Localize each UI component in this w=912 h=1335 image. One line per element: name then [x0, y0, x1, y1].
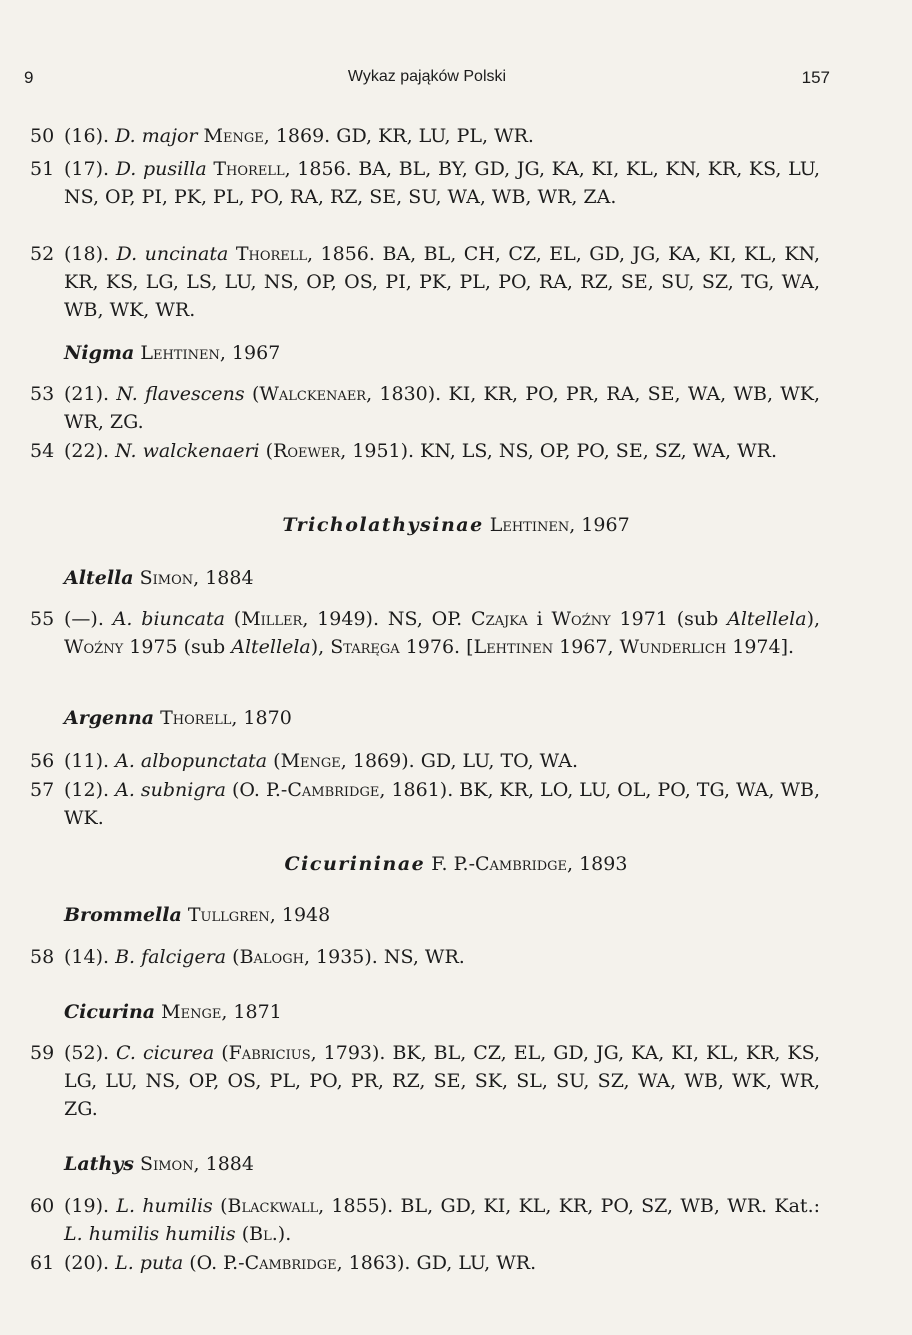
entry-ref: (19).	[64, 1195, 110, 1217]
literature-author: Woźny	[551, 608, 611, 630]
author-paren: (	[273, 750, 281, 772]
species-name: B. falcigera	[115, 946, 227, 968]
species-year: , 1830).	[366, 383, 442, 405]
entry-number: 58	[30, 946, 55, 968]
literature-close: ),	[806, 608, 821, 630]
species-name: A. biuncata	[112, 608, 225, 630]
species-entry-58	[30, 943, 820, 971]
genus-author: Menge	[161, 1001, 222, 1023]
species-author: Menge	[280, 750, 341, 772]
entry-number: 60	[30, 1195, 55, 1217]
species-regions: BK, KR, LO, LU, OL, PO, TG, WA, WB, WK.	[64, 779, 820, 829]
catalog-author: Bl.	[249, 1223, 278, 1245]
species-regions: BL, GD, KI, KL, KR, PO, SZ, WB, WR.	[400, 1195, 768, 1217]
species-regions: NS, OP.	[387, 608, 463, 630]
entry-ref: (21).	[64, 383, 110, 405]
entry-ref: (52).	[64, 1042, 110, 1064]
species-entry-61	[30, 1249, 820, 1277]
genus-year: , 1884	[193, 1153, 254, 1175]
genus-year: , 1870	[231, 707, 292, 729]
species-author: Fabricius	[228, 1042, 311, 1064]
literature-author: Woźny	[64, 636, 124, 658]
left-page-number: 9	[24, 68, 34, 87]
bracket-open: [	[466, 636, 474, 658]
species-entry-50	[30, 122, 820, 150]
entry-number: 55	[30, 608, 55, 630]
literature-genus: Altellela	[727, 608, 807, 630]
entry-number: 57	[30, 779, 55, 801]
genus-heading-altella	[64, 564, 254, 592]
genus-author: Lehtinen	[140, 342, 220, 364]
entry-number: 59	[30, 1042, 55, 1064]
genus-heading-nigma	[64, 339, 280, 367]
species-entry-59	[30, 1039, 820, 1123]
species-author: Cambridge	[287, 779, 380, 801]
subfamily-heading-cicurininae	[0, 850, 912, 878]
genus-name: Nigma	[64, 342, 135, 364]
genus-name: Altella	[64, 567, 134, 589]
species-regions: KI, KR, PO, PR, RA, SE, WA, WB, WK, WR, ZG.	[64, 383, 821, 433]
species-year: , 1869).	[340, 750, 415, 772]
author-paren: (O. P.-	[189, 1252, 245, 1274]
species-year: , 1855).	[318, 1195, 394, 1217]
species-regions: BA, BL, CH, CZ, EL, GD, JG, KA, KI, KL, KN, KR, KS, LG, LS, LU, NS, OP, OS, PI, PK, PL, PO, RA, RZ, SE, SU, SZ, TG, WA, WB, WK, WR.	[64, 243, 820, 321]
species-name: D. major	[115, 125, 198, 147]
species-year: , 1856.	[307, 243, 375, 265]
entry-ref: (22).	[64, 440, 110, 462]
genus-name: Cicurina	[64, 1001, 156, 1023]
genus-year: , 1884	[193, 567, 254, 589]
catalog-species: L. humilis humilis	[64, 1223, 236, 1245]
genus-year: , 1967	[219, 342, 281, 364]
species-author: Thorell	[235, 243, 308, 265]
entry-ref: (16).	[64, 125, 110, 147]
entry-ref: (18).	[64, 243, 110, 265]
subfamily-heading-tricholathysinae	[0, 511, 912, 539]
literature-author: Staręga	[330, 636, 400, 658]
literature-year: 1974].	[732, 636, 795, 658]
species-author: Blackwall	[227, 1195, 319, 1217]
species-regions: BK, BL, CZ, EL, GD, JG, KA, KI, KL, KR, KS, LG, LU, NS, OP, OS, PL, PO, PR, RZ, SE, SK, SL, SU, SZ, WA, WB, WK, WR, ZG.	[64, 1042, 820, 1120]
literature-year: 1975 (sub	[129, 636, 226, 658]
genus-author: Simon	[140, 1153, 194, 1175]
entry-ref: (20).	[64, 1252, 110, 1274]
author-paren: (	[221, 1042, 229, 1064]
catalog-label: Kat.:	[774, 1195, 821, 1217]
subfamily-name: Tricholathysinae	[282, 514, 484, 536]
genus-heading-cicurina	[64, 998, 282, 1026]
species-year: , 1949).	[302, 608, 379, 630]
species-entry-56	[30, 747, 820, 775]
genus-heading-argenna	[64, 704, 292, 732]
genus-author: Tullgren	[187, 904, 270, 926]
entry-ref: (12).	[64, 779, 110, 801]
species-year: , 1861).	[379, 779, 454, 801]
species-year: , 1793).	[310, 1042, 386, 1064]
author-paren: (	[233, 608, 242, 630]
subfamily-name: Cicurininae	[284, 853, 426, 875]
subfamily-author-prefix: F. P.-	[431, 853, 475, 875]
literature-conj: i	[536, 608, 543, 630]
right-page-number: 157	[801, 68, 830, 87]
author-paren: (	[241, 1223, 250, 1245]
literature-author: Wunderlich	[619, 636, 727, 658]
species-author: Roewer	[273, 440, 341, 462]
species-year: , 1863).	[336, 1252, 411, 1274]
genus-author: Simon	[139, 567, 194, 589]
species-year: , 1869.	[263, 125, 331, 147]
running-title: Wykaz pająków Polski	[347, 68, 507, 85]
species-entry-53	[30, 380, 820, 436]
author-paren: (O. P.-	[231, 779, 288, 801]
page-header	[24, 68, 830, 98]
author-paren: (	[265, 440, 274, 462]
species-name: A. subnigra	[115, 779, 226, 801]
species-author: Menge	[203, 125, 264, 147]
literature-genus: Altellela	[231, 636, 311, 658]
species-year: , 1856.	[284, 158, 352, 180]
species-author: Cambridge	[244, 1252, 337, 1274]
genus-name: Brommella	[64, 904, 182, 926]
author-paren: (	[251, 383, 260, 405]
subfamily-author: Cambridge	[475, 853, 568, 875]
literature-author: Czajka	[471, 608, 528, 630]
species-regions: KN, LS, NS, OP, PO, SE, SZ, WA, WR.	[420, 440, 777, 462]
species-entry-54	[30, 437, 820, 465]
genus-year: , 1948	[269, 904, 331, 926]
species-regions: GD, LU, TO, WA.	[420, 750, 579, 772]
literature-year: 1967,	[559, 636, 614, 658]
species-regions: GD, KR, LU, PL, WR.	[336, 125, 534, 147]
genus-author: Thorell	[160, 707, 232, 729]
species-entry-55	[30, 605, 820, 661]
entry-ref: (—).	[64, 608, 104, 630]
species-name: N. flavescens	[116, 383, 245, 405]
author-paren: (	[232, 946, 240, 968]
species-entry-52	[30, 240, 820, 324]
literature-year: 1976.	[405, 636, 461, 658]
species-year: , 1935).	[303, 946, 378, 968]
entry-ref: (11).	[64, 750, 110, 772]
genus-year: , 1871	[221, 1001, 282, 1023]
species-entry-51	[30, 155, 820, 211]
species-name: D. pusilla	[115, 158, 207, 180]
genus-name: Argenna	[64, 707, 155, 729]
species-name: L. puta	[115, 1252, 184, 1274]
entry-ref: (14).	[64, 946, 110, 968]
species-regions: BA, BL, BY, GD, JG, KA, KI, KL, KN, KR, KS, LU, NS, OP, PI, PK, PL, PO, RA, RZ, SE, SU, WA, WB, WR, ZA.	[64, 158, 821, 208]
species-regions: GD, LU, WR.	[416, 1252, 537, 1274]
genus-heading-lathys	[64, 1150, 254, 1178]
species-author: Balogh	[239, 946, 304, 968]
author-paren: (	[220, 1195, 228, 1217]
species-name: A. albopunctata	[115, 750, 268, 772]
literature-close: ),	[310, 636, 325, 658]
species-name: L. humilis	[116, 1195, 213, 1217]
subfamily-year: , 1893	[567, 853, 628, 875]
species-name: N. walckenaeri	[115, 440, 260, 462]
entry-number: 52	[30, 243, 55, 265]
species-year: , 1951).	[340, 440, 415, 462]
subfamily-author: Lehtinen	[489, 514, 570, 536]
entry-number: 54	[30, 440, 55, 462]
species-entry-60	[30, 1192, 820, 1248]
entry-number: 50	[30, 125, 55, 147]
subfamily-year: , 1967	[569, 514, 630, 536]
species-author: Miller	[241, 608, 303, 630]
species-name: C. cicurea	[116, 1042, 215, 1064]
entry-number: 53	[30, 383, 55, 405]
author-paren-close: ).	[277, 1223, 292, 1245]
species-author: Walckenaer	[259, 383, 367, 405]
literature-author: Lehtinen	[473, 636, 554, 658]
entry-number: 51	[30, 158, 55, 180]
entry-number: 61	[30, 1252, 55, 1274]
species-name: D. uncinata	[116, 243, 229, 265]
entry-number: 56	[30, 750, 55, 772]
genus-heading-brommella	[64, 901, 330, 929]
species-author: Thorell	[213, 158, 285, 180]
literature-year: 1971 (sub	[619, 608, 719, 630]
species-regions: NS, WR.	[383, 946, 465, 968]
species-entry-57	[30, 776, 820, 832]
entry-ref: (17).	[64, 158, 110, 180]
genus-name: Lathys	[64, 1153, 134, 1175]
